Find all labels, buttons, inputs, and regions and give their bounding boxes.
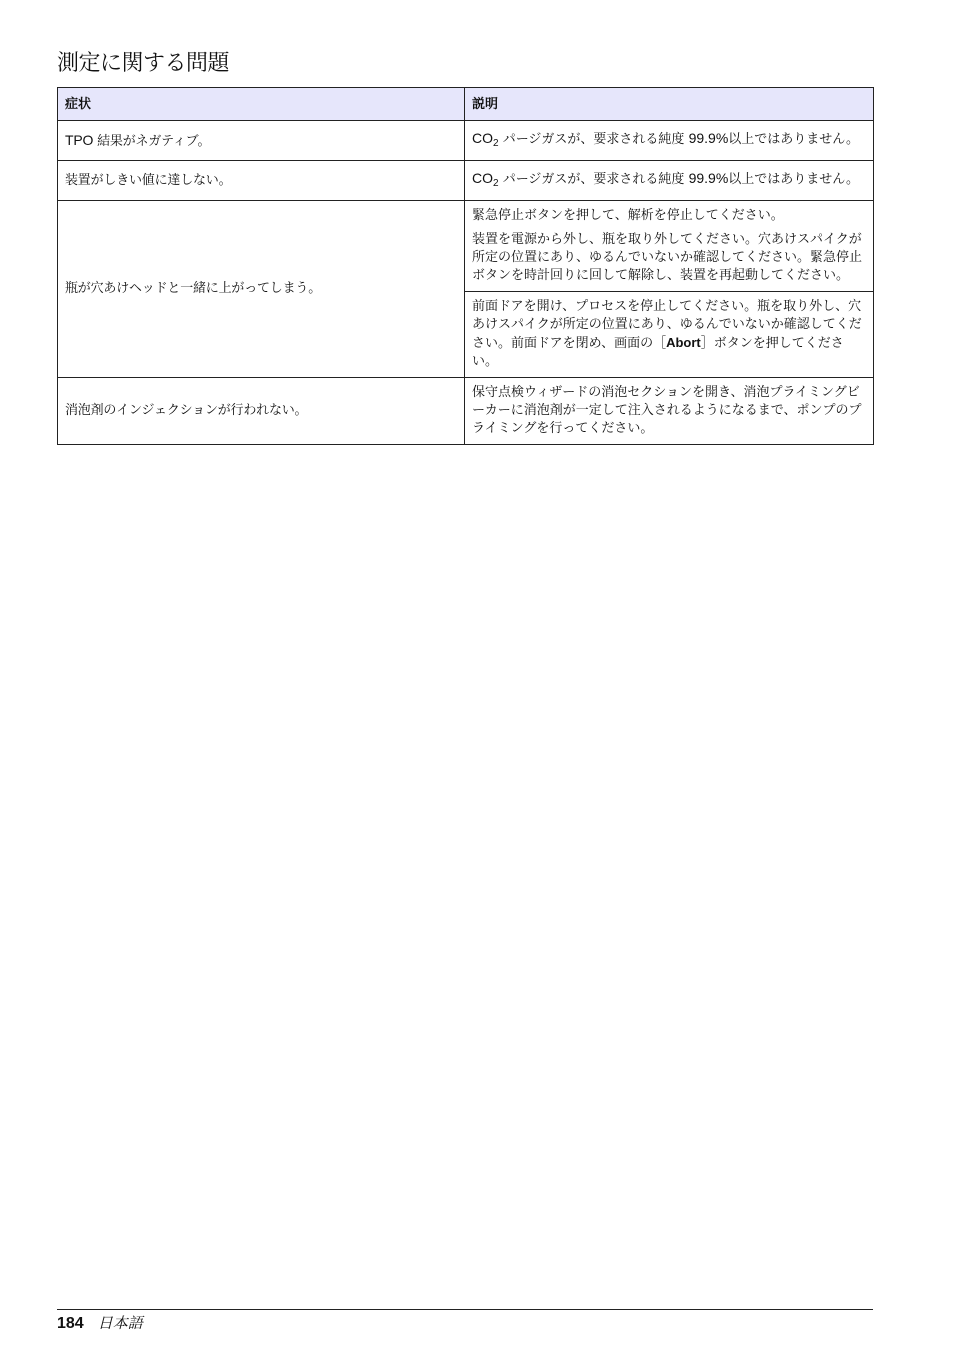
explanation-text: 以上ではありません。 xyxy=(728,131,860,147)
explanation-text: ］ボタンを押してください。 xyxy=(472,336,844,369)
footer-language: 日本語 xyxy=(97,1314,143,1332)
page-number: 184 xyxy=(57,1315,84,1332)
header-explanation: 説明 xyxy=(465,88,874,121)
table-header-row xyxy=(58,88,874,121)
co2-label: CO xyxy=(472,169,493,186)
explanation-cell xyxy=(465,121,874,161)
symptom-cell: 装置がしきい値に達しない。 xyxy=(58,161,465,201)
co2-label: CO xyxy=(472,129,493,146)
co2-subscript: 2 xyxy=(493,137,499,149)
abort-button-label: Abort xyxy=(666,335,701,350)
symptom-prefix: TPO xyxy=(65,131,94,148)
page-footer xyxy=(57,1312,143,1333)
explanation-text: 前面ドアを開け、プロセスを停止してください。瓶を取り外し、穴あけスパイクが所定の位置にあり、ゆるんでいないか確認してください。前面ドアを閉め、画面の［ xyxy=(472,299,862,351)
table-row xyxy=(58,201,874,292)
explanation-paragraph: 装置を電源から外し、瓶を取り外してください。穴あけスパイクが所定の位置にあり、ゆるんでいないか確認してください。緊急停止ボタンを時計回りに回して解除し、装置を再起動してください。 xyxy=(472,232,863,283)
symptom-cell: 消泡剤のインジェクションが行われない。 xyxy=(58,378,465,445)
symptom-cell: 瓶が穴あけヘッドと一緒に上がってしまう。 xyxy=(58,201,465,378)
header-symptom: 症状 xyxy=(58,88,465,121)
troubleshooting-table xyxy=(57,87,874,445)
explanation-text: 以上ではありません。 xyxy=(728,171,860,187)
co2-subscript: 2 xyxy=(493,177,499,189)
explanation-cell xyxy=(465,161,874,201)
footer-divider xyxy=(57,1309,873,1310)
symptom-text: 結果がネガティブ。 xyxy=(93,133,211,149)
page-title: 測定に関する問題 xyxy=(57,51,230,76)
explanation-text: パージガスが、要求される純度 xyxy=(498,171,689,187)
symptom-cell xyxy=(58,121,465,161)
explanation-paragraph: 緊急停止ボタンを押して、解析を停止してください。 xyxy=(472,208,784,223)
explanation-text: パージガスが、要求される純度 xyxy=(498,131,689,147)
table-row xyxy=(58,121,874,161)
purity-value: 99.9% xyxy=(688,169,729,186)
table-row xyxy=(58,378,874,445)
table-row xyxy=(58,161,874,201)
purity-value: 99.9% xyxy=(688,129,729,146)
explanation-cell: 保守点検ウィザードの消泡セクションを開き、消泡プライミングビーカーに消泡剤が一定して注入されるようになるまで、ポンプのプライミングを行ってください。 xyxy=(465,378,874,445)
explanation-cell xyxy=(465,292,874,378)
explanation-cell xyxy=(465,201,874,292)
